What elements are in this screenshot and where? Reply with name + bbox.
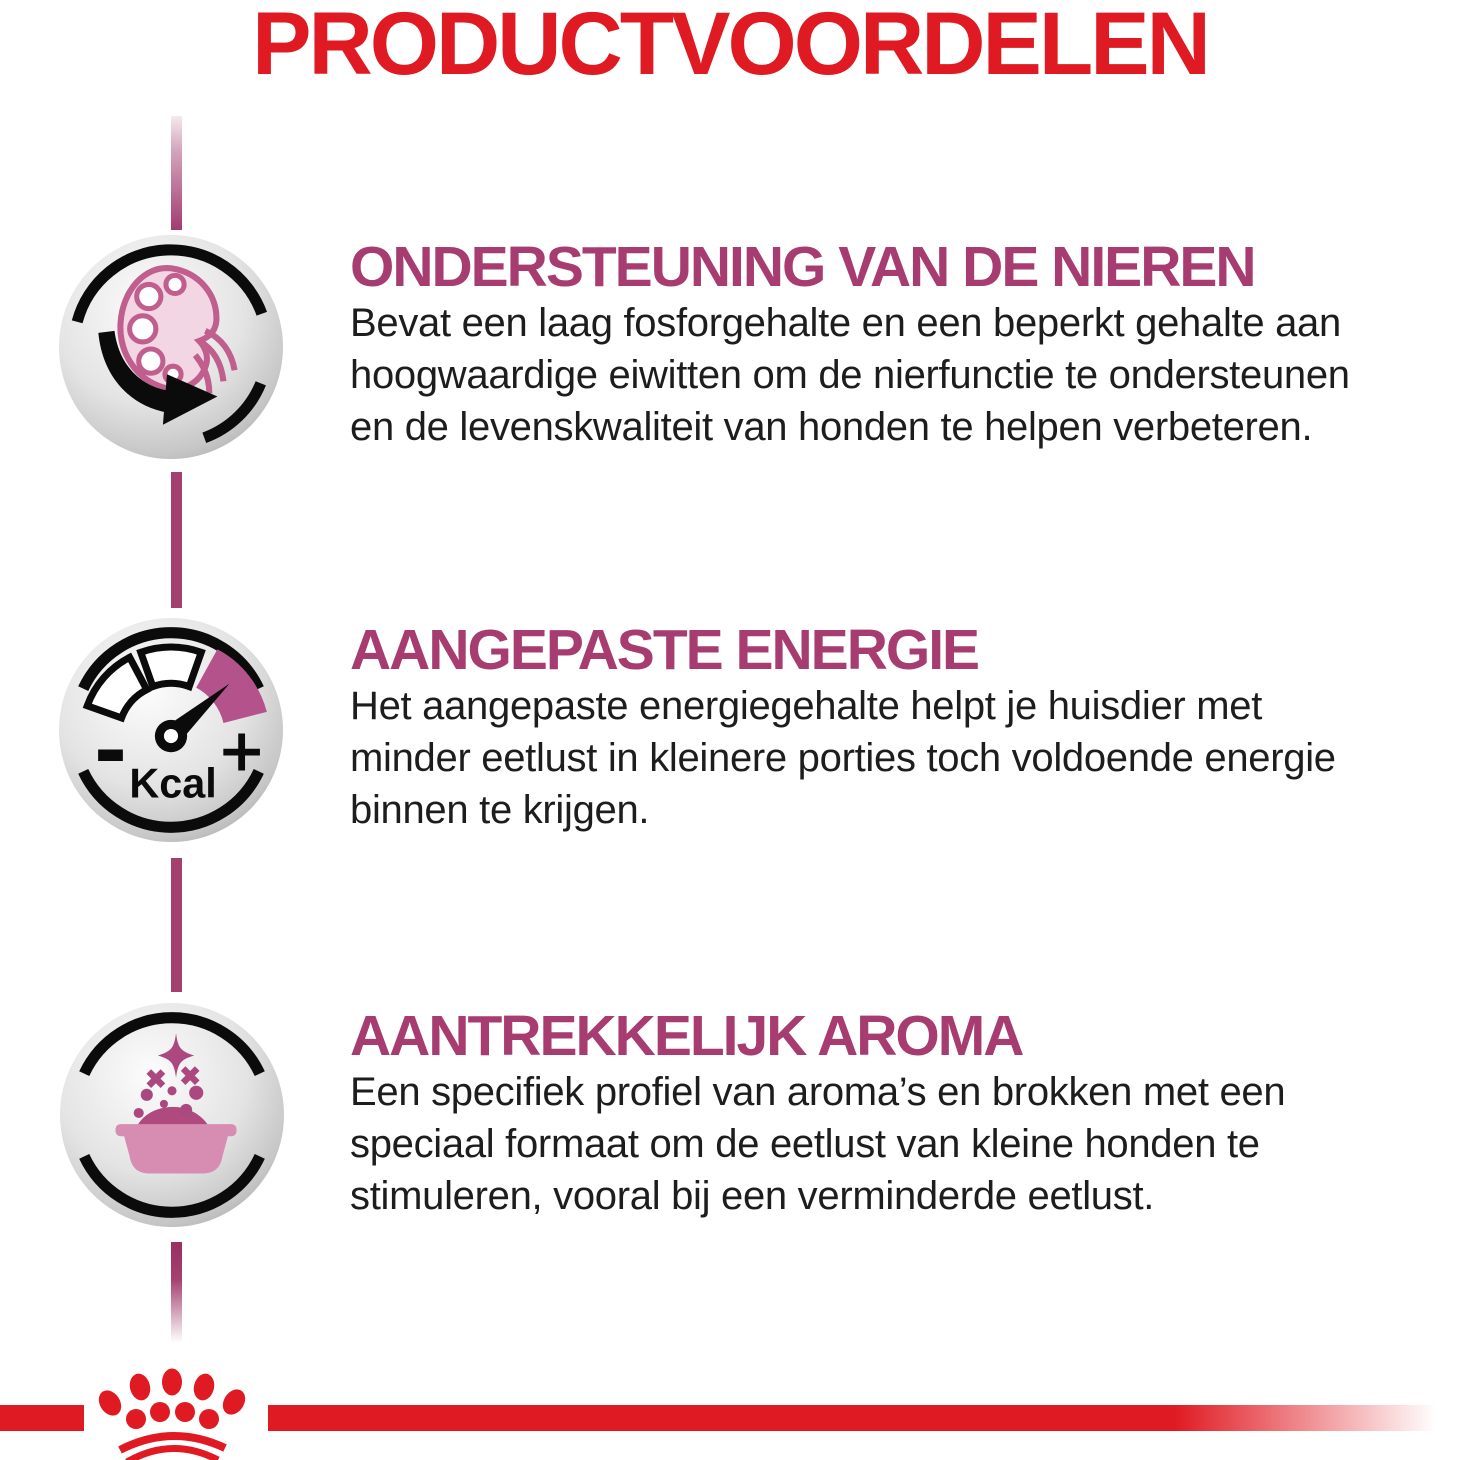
page-title: PRODUCTVOORDELEN — [252, 0, 1208, 93]
accent-line-segment-bottom — [171, 1242, 182, 1348]
crown-pearls — [94, 1369, 249, 1430]
gauge-kcal-label: Kcal — [129, 760, 217, 807]
section-heading: ONDERSTEUNING VAN DE NIEREN — [350, 235, 1255, 299]
footer-band-right — [268, 1405, 1460, 1431]
section-adapted-energy — [350, 620, 1336, 836]
section-kidney-support — [350, 237, 1350, 453]
body-line: stimuleren, vooral bij een verminderde eetlust. — [350, 1174, 1155, 1218]
body-line: Bevat een laag fosforgehalte en een beperkt gehalte aan — [350, 301, 1341, 345]
body-line: minder eetlust in kleinere porties toch voldoende energie — [350, 736, 1336, 780]
section-heading: AANTREKKELIJK AROMA — [350, 1004, 1023, 1068]
crown-base-arcs — [120, 1436, 225, 1460]
accent-line-segment-3 — [171, 858, 182, 992]
royal-canin-crown-logo — [84, 1368, 266, 1460]
section-heading: AANGEPASTE ENERGIE — [350, 618, 979, 682]
footer-band-left — [0, 1405, 84, 1431]
body-line: speciaal formaat om de eetlust van kleine honden te — [350, 1122, 1260, 1166]
aroma-bowl-icon — [59, 1002, 285, 1228]
gauge-plus-label: + — [217, 716, 267, 785]
aroma-bowl-icon-svg — [59, 1002, 285, 1228]
body-line: Het aangepaste energiegehalte helpt je huisdier met — [350, 684, 1263, 728]
body-line: binnen te krijgen. — [350, 788, 650, 832]
kcal-gauge-icon — [58, 617, 284, 843]
kidney-support-icon — [58, 234, 284, 460]
section-attractive-aroma — [350, 1006, 1285, 1222]
kidney-support-icon-svg — [58, 234, 284, 460]
gauge-minus-label: - — [93, 704, 128, 799]
accent-line-segment-top — [171, 116, 182, 230]
body-line: en de levenskwaliteit van honden te helpen verbeteren. — [350, 405, 1313, 449]
body-line: hoogwaardige eiwitten om de nierfunctie te ondersteunen — [350, 353, 1350, 397]
kcal-gauge-icon-svg — [58, 617, 284, 843]
body-line: Een specifiek profiel van aroma’s en brokken met een — [350, 1070, 1286, 1114]
accent-line-segment-2 — [171, 472, 182, 608]
